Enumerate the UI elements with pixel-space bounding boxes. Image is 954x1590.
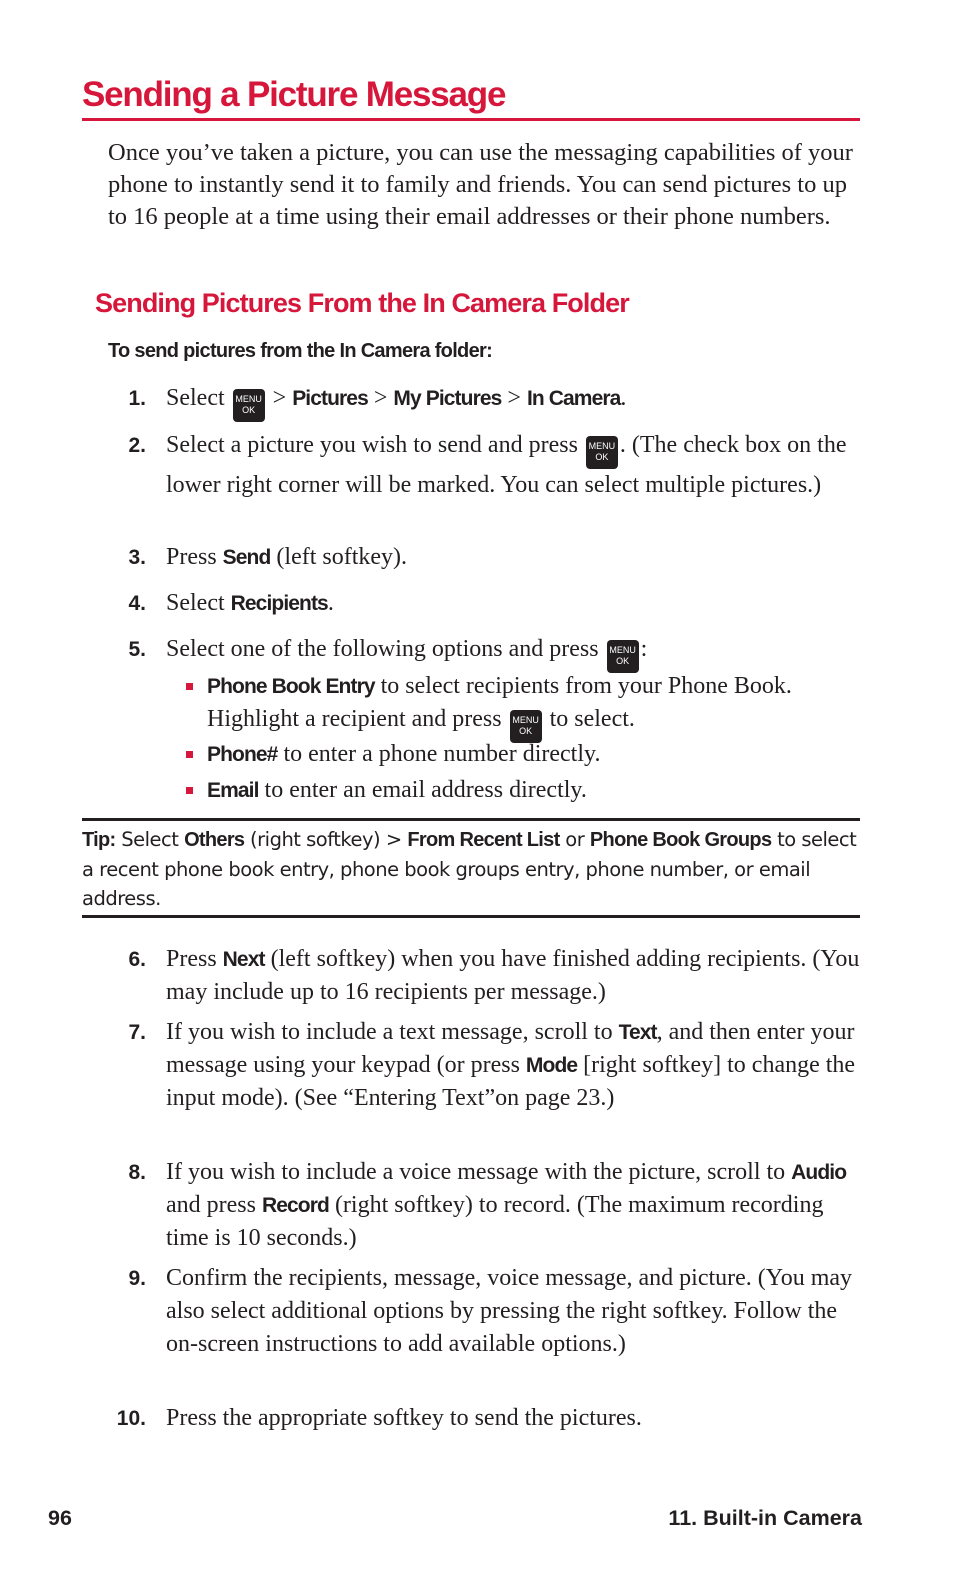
menu-ok-key-icon	[233, 389, 265, 422]
section-footer: 11. Built-in Camera	[668, 1506, 862, 1530]
step-text	[166, 1156, 860, 1255]
step-number: 9.	[128, 1267, 146, 1290]
step-text	[166, 382, 860, 422]
text: >	[266, 385, 293, 411]
key-label-menu: MENU	[609, 645, 636, 655]
text: Press	[166, 946, 223, 972]
field-audio: Audio	[791, 1161, 847, 1184]
menu-path-pictures: Pictures	[292, 387, 368, 410]
menu-ok-key-icon	[586, 436, 618, 469]
text: . (The check box on the lower right corner will be marked. You can select multiple pictures.)	[166, 432, 847, 498]
text: , and then enter your message using your keypad (or press	[166, 1019, 855, 1078]
page-number: 96	[48, 1506, 72, 1530]
menu-path-my-pictures: My Pictures	[393, 387, 502, 410]
step-number: 7.	[128, 1021, 146, 1044]
key-label-menu: MENU	[235, 394, 262, 404]
softkey-others: Others	[184, 829, 245, 851]
text: >	[367, 385, 394, 411]
text: or	[559, 828, 590, 851]
text: [right softkey] to change the input mode). (See “Entering Text”on page 23.)	[166, 1052, 856, 1111]
key-label-ok: OK	[616, 656, 630, 666]
text: (left softkey).	[270, 544, 408, 570]
text: .	[620, 385, 627, 411]
step-text	[166, 541, 860, 574]
intro-paragraph: Once you’ve taken a picture, you can use the messaging capabilities of your phone to instantly send it to family and friends. You can send pictures to up to 16 people at a time using their email addresses or their phone numbers.	[108, 139, 853, 230]
option-phone-book-groups: Phone Book Groups	[589, 829, 772, 851]
bullet-square-icon	[186, 748, 196, 758]
text: (right softkey) >	[244, 828, 408, 851]
key-label-menu: MENU	[588, 441, 616, 451]
key-label-ok: OK	[595, 452, 609, 462]
text: Press	[166, 544, 223, 570]
step-number: 5.	[128, 638, 146, 661]
softkey-record: Record	[261, 1194, 329, 1217]
bullet-text	[207, 774, 867, 807]
menu-path-in-camera: In Camera	[526, 387, 621, 410]
text: :	[640, 636, 648, 662]
option-email: Email	[207, 779, 259, 802]
option-phone-number: Phone#	[207, 743, 278, 766]
step-text	[166, 633, 860, 673]
text: to select recipients from your Phone Book. Highlight a recipient and press	[207, 673, 792, 732]
text: to select.	[543, 706, 635, 732]
key-label-ok: OK	[519, 726, 533, 736]
text: .	[327, 590, 334, 616]
step-number: 1.	[128, 387, 146, 410]
text: (left softkey) when you have finished adding recipients. (You may include up to 16 recipients per message.)	[166, 946, 860, 1005]
option-recipients: Recipients	[230, 592, 328, 615]
menu-ok-key-icon	[607, 640, 639, 673]
bullet-square-icon	[186, 680, 196, 690]
step-number: 10.	[116, 1407, 146, 1430]
step-text	[166, 943, 860, 1009]
bullet-square-icon	[186, 784, 196, 794]
step-number: 4.	[128, 592, 146, 615]
text: to enter a phone number directly.	[277, 741, 601, 767]
option-from-recent-list: From Recent List	[407, 829, 560, 851]
text: >	[501, 385, 527, 411]
step-number: 3.	[128, 546, 146, 569]
text: If you wish to include a voice message with the picture, scroll to	[166, 1159, 792, 1185]
step-number: 2.	[128, 434, 146, 457]
step-number: 8.	[128, 1161, 146, 1184]
text: Select	[166, 385, 231, 411]
bullet-text	[207, 670, 867, 743]
tip-label: Tip:	[82, 829, 116, 851]
key-label-ok: OK	[242, 405, 256, 415]
text: If you wish to include a text message, scroll to	[166, 1019, 619, 1045]
softkey-mode: Mode	[525, 1054, 578, 1077]
step-text	[166, 1016, 860, 1115]
text: to select a recent phone book entry, phone book groups entry, phone number, or email address.	[82, 828, 857, 910]
step-number: 6.	[128, 948, 146, 971]
procedure-lead: To send pictures from the In Camera folder:	[108, 340, 493, 362]
text: Select one of the following options and press	[166, 636, 605, 662]
softkey-send: Send	[222, 546, 271, 569]
page-title: Sending a Picture Message	[82, 72, 860, 121]
step-text: Press the appropriate softkey to send the pictures.	[166, 1405, 642, 1431]
bullet-text	[207, 738, 867, 771]
key-label-menu: MENU	[512, 715, 539, 725]
step-text	[166, 587, 860, 620]
text: and press	[166, 1192, 262, 1218]
text: Select	[115, 828, 185, 851]
text: (right softkey) to record. (The maximum recording time is 10 seconds.)	[166, 1192, 824, 1251]
text: Select a picture you wish to send and press	[166, 432, 584, 458]
step-text	[166, 429, 860, 502]
tip-text	[82, 825, 872, 913]
section-heading: Sending Pictures From the In Camera Folder	[95, 288, 629, 318]
option-phone-book-entry: Phone Book Entry	[207, 675, 375, 698]
text: to enter an email address directly.	[258, 777, 587, 803]
text: Select	[166, 590, 231, 616]
field-text: Text	[618, 1021, 657, 1044]
step-text: Confirm the recipients, message, voice message, and picture. (You may also select additional options by pressing the right softkey. Follow the on-screen instructions to add available options.)	[166, 1265, 853, 1357]
softkey-next: Next	[222, 948, 265, 971]
